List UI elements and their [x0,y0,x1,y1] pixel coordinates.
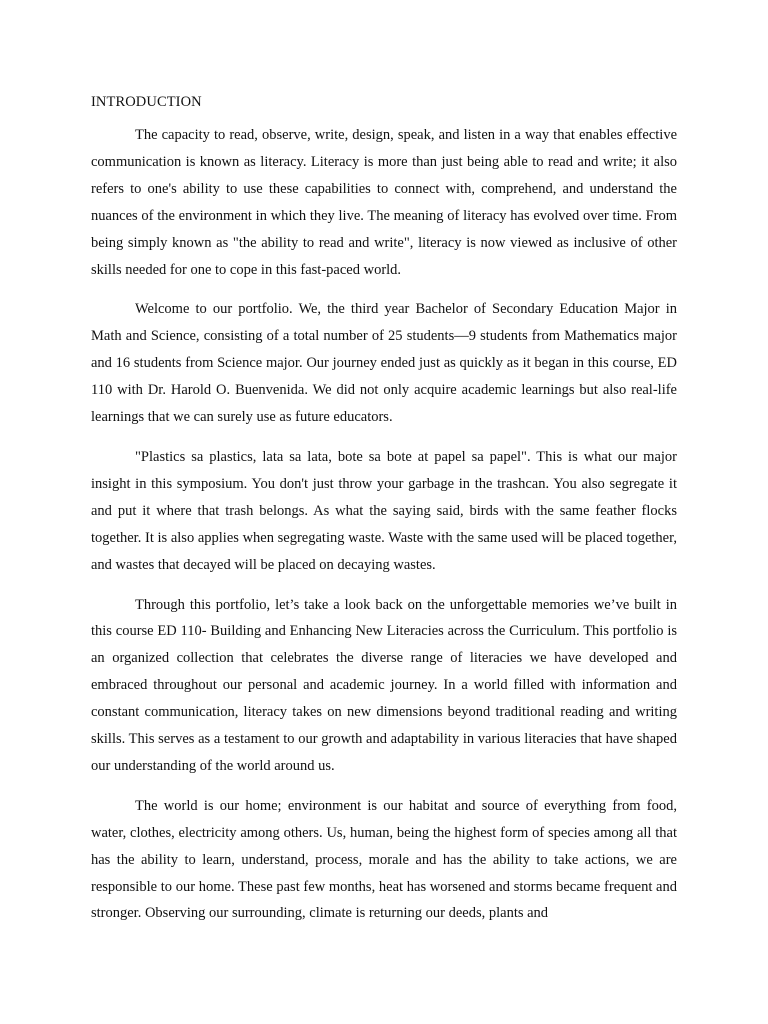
document-page [91,92,677,940]
paragraph-symposium-insight: "Plastics sa plastics, lata sa lata, bote sa bote at papel sa papel". This is what our major insight in this symposium. You don't just throw your garbage in the trashcan. You also segregate it and put it where that trash belongs. As what the saying said, birds with the same feather flocks together. It is also applies when segregating waste. Waste with the same used will be placed together, and wastes that decayed will be placed on decaying wastes. [91,448,677,573]
paragraph-literacy-definition: The capacity to read, observe, write, design, speak, and listen in a way that enables effective communication is known as literacy. Literacy is more than just being able to read and write; it also refers to one's ability to use these capabilities to connect with, comprehend, and understand the nuances of the environment in which they live. The meaning of literacy has evolved over time. From being simply known as "the ability to read and write", literacy is now viewed as inclusive of other skills needed for one to cope in this fast-paced world. [91,127,677,278]
paragraph-welcome: Welcome to our portfolio. We, the third year Bachelor of Secondary Education Major in Math and Science, consisting of a total number of 25 students—9 students from Mathematics major and 16 students from Science major. Our journey ended just as quickly as it began in this course, ED 110 with Dr. Harold O. Buenvenida. We did not only acquire academic learnings but also real-life learnings that we can surely use as future educators. [91,301,677,426]
section-heading: INTRODUCTION [91,94,202,110]
paragraph-portfolio-purpose: Through this portfolio, let’s take a look back on the unforgettable memories we’ve built in this course ED 110- Building and Enhancing New Literacies across the Curriculum. This portfolio is an organized collection that celebrates the diverse range of literacies we have developed and embraced throughout our personal and academic journey. In a world filled with information and constant communication, literacy takes on new dimensions beyond traditional reading and writing skills. This serves as a testament to our growth and adaptability in various literacies that have shaped our understanding of the world around us. [91,596,677,774]
paragraph-environment: The world is our home; environment is our habitat and source of everything from food, water, clothes, electricity among others. Us, human, being the highest form of species among all that has the ability to learn, understand, process, morale and has the ability to take actions, we are responsible to our home. These past few months, heat has worsened and storms became frequent and stronger. Observing our surrounding, climate is returning our deeds, plants and [91,797,677,922]
